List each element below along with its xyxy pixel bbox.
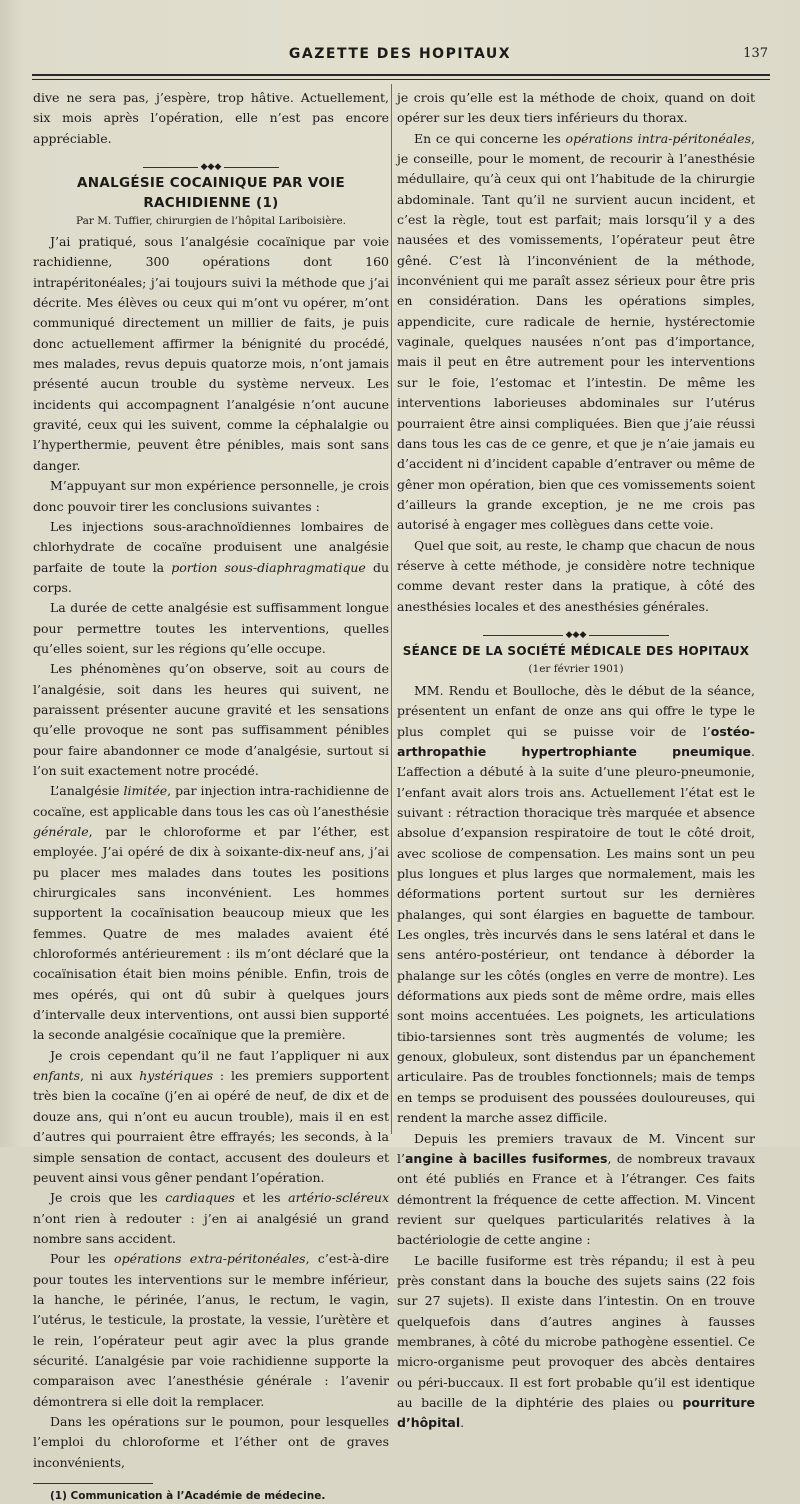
- column-divider: [391, 84, 392, 1134]
- paragraph: Le bacille fusiforme est très répandu; il est à peu près constant dans la bouche des sujets sains (22 fois sur 27 sujets). Il existe dans l’intestin. On en trouve quelquefois dans d’autres angines à fausses membranes, à côté du microbe pathogène essentiel. Ce micro-organisme peut provoquer des abcès dentaires ou péri-buccaux. Il est fort probable qu’il est identique au bacille de la diphtérie des plaies ou pourriture d’hôpital.: [397, 1252, 755, 1431]
- paragraph: La durée de cette analgésie est suffisamment longue pour permettre toutes les interventions, quelles qu’elles soient, sur les régions qu’elle occupe.: [33, 600, 389, 656]
- separator-ornament: ◆◆◆: [397, 625, 755, 633]
- header-rule: [32, 74, 770, 76]
- page-number: 137: [743, 46, 768, 61]
- separator-ornament: ◆◆◆: [33, 157, 389, 165]
- paragraph: Dans les opérations sur le poumon, pour lesquelles l’emploi du chloroforme et l’éther ont de graves inconvénients,: [33, 1413, 389, 1470]
- header-rule-thin: [32, 79, 770, 80]
- paragraph: Pour les opérations extra-péritonéales, c’est-à-dire pour toutes les interventions sur le membre inférieur, la hanche, le périnée, l’anus, le rectum, le vagin, l’utérus, le testicule, la prostate, la vessie, l’urètère et le rein, l’opérateur peut agir avec la plus grande sécurité. L’analgésie par voie rachidienne supporte la comparaison avec l’anesthésie générale : l’avenir démontrera si elle doit la remplacer.: [33, 1251, 390, 1409]
- paragraph: J’ai pratiqué, sous l’analgésie cocaïnique par voie rachidienne, 300 opérations dont 160 intrapéritonéales; j’ai toujours suivi la méthode que j’ai décrite. Mes élèves ou ceux qui m’ont vu opérer, m’ont communiqué directement un millier de faits, je puis donc actuellement affirmer la bénignité du procédé, mes malades, revus depuis quatorze mois, n’ont jamais présenté aucun trouble du système nerveux. Les incidents qui accompagnent l’analgésie n’ont aucune gravité, ceux qui les suivent, comme la céphalalgie ou l’hyperthermie, peuvent être pénibles, mais sont sans danger.: [33, 234, 389, 473]
- continued-paragraph: dive ne sera pas, j’espère, trop hâtive. Actuellement, six mois après l’opération, elle n’est pas encore appréciable.: [33, 90, 389, 146]
- paragraph: Je crois que les cardiaques et les artério-scléreux n’ont rien à redouter : j’en ai analgésié un grand nombre sans accident.: [33, 1190, 389, 1246]
- footnote-rule: [33, 1483, 153, 1484]
- section-title: SÉANCE DE LA SOCIÉTÉ MÉDICALE DES HOPITAUX: [402, 643, 750, 658]
- paragraph: je crois qu’elle est la méthode de choix, quand on doit opérer sur les deux tiers inférieurs du thorax.: [397, 90, 755, 126]
- page-header: [30, 42, 770, 66]
- paragraph: Depuis les premiers travaux de M. Vincent sur l’angine à bacilles fusiformes, de nombreux travaux ont été publiés en France et à l’étranger. Ces faits démontrent la fréquence de cette affection. M. Vincent revient sur quelques particularités relatives à la bactériologie de cette angine :: [397, 1130, 755, 1248]
- paragraph: Les injections sous-arachnoïdiennes lombaires de chlorhydrate de cocaïne produisent une analgésie parfaite de toute la portion sous-diaphragmatique du corps.: [33, 518, 389, 595]
- article-title-text: ANALGÉSIE COCAINIQUE PAR VOIE RACHIDIENNE: [76, 175, 346, 212]
- paragraph: M’appuyant sur mon expérience personnelle, je crois donc pouvoir tirer les conclusions suivantes :: [33, 478, 389, 514]
- article-title: [33, 173, 389, 213]
- section-date: (1er février 1901): [528, 662, 624, 675]
- left-column: [33, 88, 389, 1504]
- footnote-marker: (1): [251, 195, 279, 212]
- paragraph: MM. Rendu et Boulloche, dès le début de la séance, présentent un enfant de onze ans qui offre le type le plus complet qui se puisse voir de l’ostéo-arthropathie hypertrophiante pneumique. L’affection a débuté à la suite d’une pleuro-pneumonie, l’enfant avait alors trois ans. Actuellement l’état est le suivant : rétraction thoracique très marquée et absence absolue d’expansion respiratoire de tout le côté droit, avec scoliose de compensation. Les mains sont un peu plus longues et plus larges que normalement, mais les déformations portent surtout sur les dernières phalanges, qui sont élargies en baguette de tambour. Les ongles, très incurvés dans le sens latéral et dans le sens antéro-postérieur, ont tendance à déborder la phalange sur les côtés (ongles en verre de montre). Les déformations aux pieds sont de même ordre, mais elles sont moins accentuées. Les poignets, les articulations tibio-tarsiennes sont très augmentés de volume; les genoux, globuleux, sont distendus par un épanchement articulaire. Pas de troubles fonctionnels; mais de temps en temps se produisent des poussées douloureuses, qui rendent la marche assez difficile.: [397, 682, 755, 1126]
- article-byline: Par M. Tuffier, chirurgien de l’hôpital Lariboisière.: [75, 215, 347, 228]
- paragraph: Quel que soit, au reste, le champ que chacun de nous réserve à cette méthode, je considère notre technique comme devant rester dans la pratique, à côté des anesthésies locales et des anesthésies générales.: [397, 537, 755, 614]
- right-column: [397, 88, 755, 1434]
- paragraph: Les phénomènes qu’on observe, soit au cours de l’analgésie, soit dans les heures qui suivent, ne paraissent présenter aucune gravité et les sensations qu’elle provoque ne sont pas suffisamment pénibles pour faire abandonner ce mode d’analgésie, surtout si l’on suit exactement notre procédé.: [33, 661, 389, 778]
- journal-title: GAZETTE DES HOPITAUX: [288, 46, 512, 62]
- paragraph: En ce qui concerne les opérations intra-péritonéales, je conseille, pour le moment, de recourir à l’anesthésie médullaire, qu’à ceux qui ont l’habitude de la chirurgie abdominale. Tant qu’il ne survient aucun incident, et c’est la règle, tout est parfait; mais lorsqu’il y a des nausées et des vomissements, l’opérateur peut être gêné. C’est là l’inconvénient de la méthode, inconvénient qui me paraît assez sérieux pour être pris en considération. Dans les opérations simples, appendicite, cure radicale de hernie, hystérectomie vaginale, quelques nausées n’ont pas d’importance, mais il peut en être autrement pour les interventions sur le foie, l’estomac et l’intestin. De même les interventions laborieuses abdominales sur l’utérus pourraient être ainsi compliquées. Bien que j’aie réussi dans tous les cas de ce genre, et que je n’aie jamais eu d’accident ni d’incident capable d’entraver ou même de gêner mon opération, bien que ces vomissements soient d’ailleurs la grande exception, je ne me crois pas autorisé à engager mes collègues dans cette voie.: [397, 130, 755, 533]
- footnote: (1) Communication à l’Académie de médecine.: [50, 1490, 326, 1502]
- paragraph: Je crois cependant qu’il ne faut l’appliquer ni aux enfants, ni aux hystériques : les premiers supportent très bien la cocaïne (j’en ai opéré de neuf, de dix et de douze ans, qui n’ont eu aucun trouble), mais il en est d’autres qui pourraient être effrayés; les seconds, à la simple sensation de contact, accusent des douleurs et peuvent ainsi vous gêner pendant l’opération.: [33, 1047, 389, 1185]
- paragraph: L’analgésie limitée, par injection intra-rachidienne de cocaïne, est applicable dans tous les cas où l’anesthésie générale, par le chloroforme et par l’éther, est employée. J’ai opéré de dix à soixante-dix-neuf ans, j’ai pu placer mes malades dans toutes les positions chirurgicales sans inconvénient. Les hommes supportent la cocaïnisation beaucoup mieux que les femmes. Quatre de mes malades avaient été chloroformés antérieurement : ils m’ont déclaré que la cocaïnisation était bien moins pénible. Enfin, trois de mes opérés, qui ont dû subir à quelques jours d’intervalle deux interventions, ont aussi bien supporté la seconde analgésie cocaïnique que la première.: [33, 783, 389, 1043]
